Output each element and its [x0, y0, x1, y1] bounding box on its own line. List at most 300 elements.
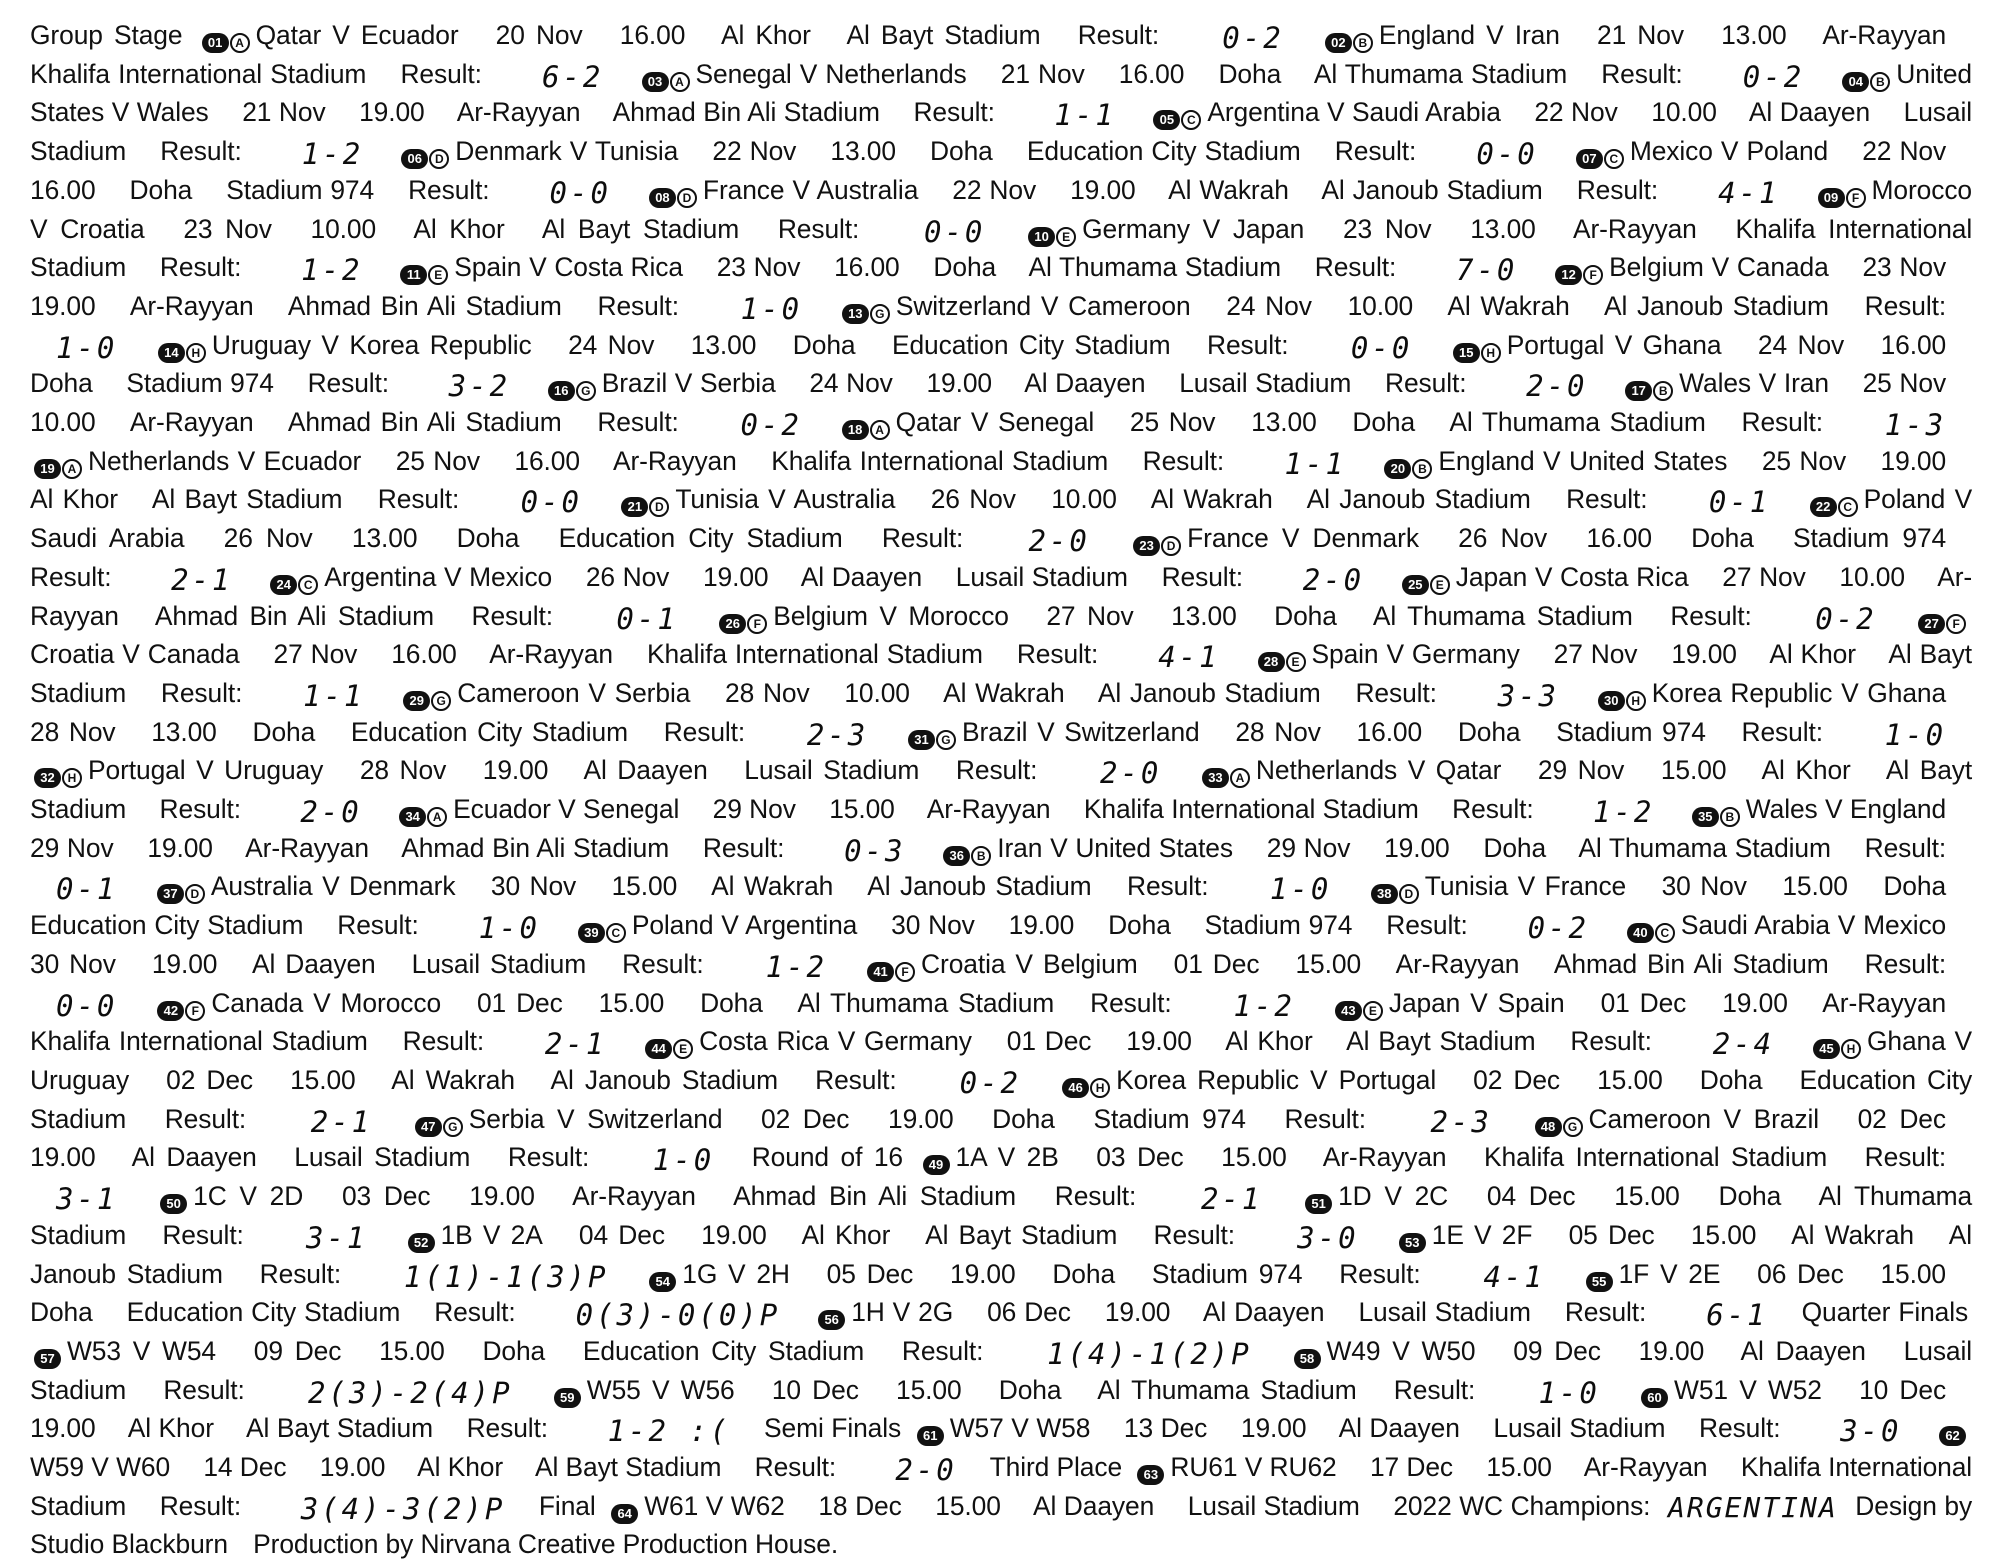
- match-date: 14 Dec: [203, 1452, 287, 1483]
- match-city: Doha: [792, 329, 856, 360]
- handwritten-score: 1-0: [740, 291, 803, 326]
- match-teams: England V United States: [1438, 445, 1728, 476]
- match-number: 45: [1813, 1039, 1840, 1059]
- match-city: Doha: [998, 1374, 1062, 1405]
- match-venue: Al Bayt Stadium: [151, 484, 343, 515]
- result-label: Result:: [1090, 987, 1172, 1018]
- section-title: Third Place: [989, 1452, 1123, 1483]
- match-date: 28 Nov: [1235, 716, 1321, 747]
- match-date: 22 Nov: [952, 174, 1037, 205]
- match-venue: Ahmad Bin Ali Stadium: [1553, 948, 1829, 979]
- match-city: Ar-Rayyan: [1822, 987, 1947, 1018]
- match-venue: Stadium 974: [1151, 1258, 1303, 1289]
- match-time: 19.00: [319, 1452, 386, 1483]
- match-teams: W51 V W52: [1674, 1374, 1822, 1405]
- handwritten-score: 2-1: [171, 562, 233, 597]
- match-time: 15.00: [1880, 1258, 1947, 1289]
- match-time: 13.00: [1470, 213, 1536, 244]
- handwritten-score: 0-0: [923, 214, 986, 249]
- match-venue: Khalifa International Stadium: [30, 58, 367, 89]
- handwritten-score: 1-2: [301, 137, 364, 172]
- match-time: 19.00: [1880, 445, 1947, 476]
- handwritten-score: 1-0: [56, 330, 118, 365]
- match-city: Doha: [456, 523, 520, 554]
- match-badge: [649, 188, 697, 208]
- match-number: 28: [1258, 652, 1285, 672]
- match-number: 19: [34, 459, 61, 479]
- match-teams: Denmark V Tunisia: [455, 136, 679, 167]
- match-city: Doha: [1457, 716, 1521, 747]
- handwritten-score: 1-0: [1269, 872, 1332, 907]
- match-venue: Al Thumama Stadium: [1313, 58, 1568, 89]
- match-badge: [1453, 343, 1501, 363]
- result-label: Result:: [1741, 716, 1823, 747]
- match-date: 20 Nov: [495, 20, 583, 50]
- match-city: Al Daayen: [583, 755, 708, 786]
- match-time: 13.00: [151, 716, 217, 747]
- match-venue: Education City Stadium: [30, 910, 304, 941]
- match-teams: 1C V 2D: [193, 1181, 304, 1212]
- match-number: 17: [1625, 381, 1652, 401]
- match-number: 20: [1384, 459, 1411, 479]
- match-badge: [1137, 1465, 1164, 1485]
- match-teams: Qatar V Ecuador: [255, 20, 459, 50]
- match-city: Doha: [992, 1103, 1055, 1134]
- match-time: 13.00: [690, 329, 757, 360]
- match-time: 19.00: [888, 1103, 954, 1134]
- match-badge: [1918, 614, 1966, 634]
- champions-label: 2022 WC Champions:: [1393, 1490, 1651, 1521]
- match-venue: Education City Stadium: [30, 1064, 1973, 1134]
- group-letter: A: [670, 72, 690, 92]
- match-city: Doha: [1699, 1064, 1763, 1095]
- match-badge: [160, 1194, 187, 1214]
- result-label: Result:: [597, 407, 679, 438]
- match-venue: Stadium 974: [126, 368, 274, 399]
- handwritten-score: 0-1: [1708, 485, 1771, 520]
- match-badge: [1555, 265, 1603, 285]
- result-label: Result:: [1077, 20, 1160, 50]
- match-venue: Lusail Stadium: [30, 97, 1972, 167]
- match-date: 22 Nov: [1862, 136, 1947, 167]
- result-label: Result:: [1452, 794, 1534, 825]
- handwritten-score: 0-0: [520, 485, 582, 520]
- match-venue: Khalifa International Stadium: [30, 213, 1973, 283]
- match-number: 24: [270, 575, 297, 595]
- match-time: 19.00: [482, 755, 549, 786]
- result-label: Result:: [1314, 252, 1397, 283]
- match-teams: W59 V W60: [30, 1452, 171, 1483]
- handwritten-score: 1-1: [1284, 446, 1346, 481]
- match-time: 19.00: [1008, 910, 1075, 941]
- match-city: Al Daayen: [800, 561, 923, 592]
- match-badge: [1028, 227, 1076, 247]
- group-letter: E: [1286, 652, 1306, 672]
- group-letter: B: [1720, 807, 1740, 827]
- handwritten-score: 1-1: [303, 678, 365, 713]
- match-city: Al Khor: [1761, 755, 1851, 786]
- result-label: Result:: [1153, 1219, 1235, 1250]
- match-time: 13.00: [351, 523, 418, 554]
- group-letter: D: [429, 149, 449, 169]
- match-venue: Al Janoub Stadium: [1321, 174, 1543, 205]
- handwritten-score: 0-2: [1222, 21, 1284, 55]
- match-venue: Lusail Stadium: [1179, 368, 1352, 399]
- match-number: 08: [649, 188, 676, 208]
- match-city: Al Daayen: [131, 1142, 257, 1173]
- match-city: Doha: [1352, 407, 1416, 438]
- match-number: 06: [401, 149, 428, 169]
- match-badge: [842, 420, 890, 440]
- group-letter: B: [1412, 459, 1432, 479]
- match-badge: [1842, 72, 1890, 92]
- match-venue: Stadium 974: [1204, 910, 1353, 941]
- match-date: 30 Nov: [1661, 871, 1747, 902]
- match-time: 15.00: [379, 1335, 445, 1366]
- match-number: 07: [1576, 149, 1603, 169]
- match-date: 02 Dec: [1857, 1103, 1946, 1134]
- match-time: 15.00: [1486, 1452, 1552, 1483]
- handwritten-score: 0-2: [959, 1065, 1022, 1100]
- match-time: 10.00: [1651, 97, 1717, 128]
- handwritten-score: 2-1: [544, 1027, 607, 1062]
- result-label: Result:: [160, 136, 242, 167]
- match-number: 43: [1335, 1001, 1362, 1021]
- handwritten-score: 0-2: [1742, 59, 1805, 94]
- match-badge: [908, 730, 956, 750]
- match-time: 15.00: [290, 1064, 356, 1095]
- group-letter: A: [427, 807, 447, 827]
- group-letter: F: [1846, 188, 1866, 208]
- match-teams: 1F V 2E: [1618, 1258, 1721, 1289]
- group-letter: G: [1563, 1117, 1583, 1137]
- result-label: Result:: [881, 523, 964, 554]
- match-city: Al Daayen: [251, 948, 376, 979]
- match-venue: Al Janoub Stadium: [1604, 290, 1829, 321]
- result-label: Result:: [471, 600, 553, 631]
- match-date: 09 Dec: [1513, 1335, 1601, 1366]
- match-date: 10 Dec: [1859, 1374, 1947, 1405]
- handwritten-score: 2-0: [895, 1453, 957, 1488]
- match-badge: [1294, 1349, 1321, 1369]
- match-venue: Al Bayt Stadium: [541, 213, 740, 244]
- group-letter: B: [1353, 33, 1373, 53]
- match-teams: W53 V W54: [67, 1335, 216, 1366]
- match-date: 29 Nov: [1537, 755, 1625, 786]
- match-venue: Lusail Stadium: [30, 1335, 1973, 1405]
- handwritten-score: 2-0: [300, 795, 362, 830]
- result-label: Result:: [408, 174, 490, 205]
- match-city: Ar-Rayyan: [129, 290, 254, 321]
- match-badge: [645, 1039, 693, 1059]
- match-badge: [270, 575, 318, 595]
- match-date: 04 Dec: [1486, 1181, 1576, 1212]
- result-label: Result:: [159, 1490, 242, 1521]
- group-letter: H: [1626, 691, 1646, 711]
- match-number: 33: [1202, 768, 1229, 788]
- handwritten-score: 0-2: [1527, 911, 1589, 946]
- group-letter: B: [971, 846, 991, 866]
- group-letter: B: [1653, 381, 1673, 401]
- match-date: 13 Dec: [1123, 1413, 1208, 1444]
- match-date: 01 Dec: [1173, 948, 1260, 979]
- match-venue: Ahmad Bin Ali Stadium: [733, 1181, 1017, 1212]
- match-number: 14: [158, 343, 185, 363]
- match-time: 19.00: [926, 368, 992, 399]
- match-date: 30 Nov: [490, 871, 577, 902]
- match-venue: Al Janoub Stadium: [867, 871, 1092, 902]
- result-label: Result:: [159, 794, 241, 825]
- match-badge: [1535, 1117, 1583, 1137]
- result-label: Result:: [815, 1064, 897, 1095]
- match-time: 19.00: [1722, 987, 1788, 1018]
- match-date: 21 Nov: [1597, 20, 1684, 50]
- match-date: 03 Dec: [341, 1181, 431, 1212]
- match-date: 24 Nov: [1226, 290, 1312, 321]
- match-number: 63: [1137, 1465, 1164, 1485]
- match-teams: Ghana V Uruguay: [30, 1026, 1973, 1095]
- match-badge: [1402, 575, 1450, 595]
- match-number: 18: [842, 420, 869, 440]
- match-number: 10: [1028, 227, 1055, 247]
- result-label: Result:: [1355, 677, 1437, 708]
- handwritten-score: 2-0: [1028, 524, 1090, 559]
- match-badge: [1641, 1388, 1668, 1408]
- match-venue: Ahmad Bin Ali Stadium: [287, 290, 562, 321]
- match-venue: Khalifa International Stadium: [646, 639, 983, 670]
- result-label: Result:: [597, 290, 679, 321]
- result-label: Result:: [1566, 484, 1648, 515]
- match-venue: Education City Stadium: [126, 1297, 401, 1328]
- match-number: 29: [403, 691, 430, 711]
- match-badge: [401, 149, 449, 169]
- match-date: 23 Nov: [1342, 213, 1432, 244]
- match-time: 16.00: [30, 174, 96, 205]
- handwritten-score: 3-1: [56, 1182, 118, 1217]
- match-teams: Argentina V Saudi Arabia: [1207, 97, 1501, 128]
- handwritten-score: 2-0: [1526, 369, 1588, 404]
- match-city: Doha: [930, 136, 993, 167]
- match-time: 15.00: [1221, 1142, 1287, 1173]
- match-time: 16.00: [619, 20, 686, 50]
- group-letter: A: [62, 459, 82, 479]
- handwritten-score: 3-1: [306, 1220, 368, 1255]
- match-time: 19.00: [30, 1413, 96, 1444]
- match-city: Ar-Rayyan: [1583, 1452, 1708, 1483]
- match-number: 01: [202, 33, 229, 53]
- handwritten-score: 2-0: [1302, 562, 1365, 597]
- match-venue: Ahmad Bin Ali Stadium: [154, 600, 434, 631]
- match-city: Doha: [1108, 910, 1171, 941]
- result-label: Result:: [164, 1103, 247, 1134]
- result-label: Result:: [1284, 1103, 1366, 1134]
- result-label: Result:: [30, 561, 112, 592]
- match-venue: Al Bayt Stadium: [246, 1413, 433, 1444]
- match-number: 50: [160, 1194, 187, 1214]
- handwritten-score: 2-3: [1430, 1104, 1492, 1139]
- match-badge: [943, 846, 991, 866]
- match-badge: [1384, 459, 1432, 479]
- match-date: 30 Nov: [30, 948, 116, 979]
- match-teams: Tunisia V Australia: [675, 484, 896, 515]
- match-date: 24 Nov: [568, 329, 655, 360]
- handwritten-score: 3-0: [1297, 1220, 1359, 1255]
- match-time: 16.00: [1356, 716, 1423, 747]
- match-teams: Morocco V Croatia: [30, 174, 1973, 244]
- match-teams: Netherlands V Ecuador: [88, 445, 362, 476]
- match-venue: Khalifa International Stadium: [1484, 1142, 1828, 1173]
- match-badge: [1576, 149, 1624, 169]
- match-date: 01 Dec: [1006, 1026, 1092, 1057]
- match-badge: [403, 691, 451, 711]
- match-badge: [818, 1310, 845, 1330]
- match-venue: Education City Stadium: [891, 329, 1171, 360]
- result-label: Result:: [466, 1413, 549, 1444]
- match-time: 16.00: [391, 639, 457, 670]
- match-number: 30: [1598, 691, 1625, 711]
- match-number: 48: [1535, 1117, 1562, 1137]
- match-venue: Al Janoub Stadium: [1097, 677, 1321, 708]
- group-letter: G: [443, 1117, 463, 1137]
- match-teams: Costa Rica V Germany: [699, 1026, 972, 1057]
- match-city: Doha: [1483, 832, 1547, 863]
- match-teams: Korea Republic V Portugal: [1116, 1064, 1437, 1095]
- match-teams: Japan V Spain: [1388, 987, 1565, 1018]
- match-schedule-poster: [30, 18, 1972, 1563]
- group-letter: B: [1870, 72, 1890, 92]
- match-date: 25 Nov: [1862, 368, 1947, 399]
- match-time: 15.00: [1614, 1181, 1680, 1212]
- match-date: 18 Dec: [818, 1490, 902, 1521]
- match-badge: [1258, 652, 1306, 672]
- match-city: Al Daayen: [1202, 1297, 1325, 1328]
- match-time: 15.00: [1295, 948, 1362, 979]
- result-label: Result:: [402, 1026, 485, 1057]
- match-number: 36: [943, 846, 970, 866]
- match-venue: Education City Stadium: [350, 716, 628, 747]
- match-venue: Stadium 974: [1093, 1103, 1246, 1134]
- handwritten-score: 1-3: [1884, 408, 1947, 443]
- match-badge: [867, 962, 915, 982]
- match-number: 39: [578, 923, 605, 943]
- match-teams: RU61 V RU62: [1170, 1452, 1337, 1483]
- match-number: 16: [548, 381, 575, 401]
- match-city: Al Khor: [1225, 1026, 1313, 1057]
- result-label: Result:: [1741, 407, 1823, 438]
- match-badge: [157, 884, 205, 904]
- section-title: Group Stage: [30, 20, 183, 50]
- match-number: 04: [1842, 72, 1869, 92]
- match-teams: Switzerland V Cameroon: [895, 290, 1191, 321]
- match-venue: Al Thumama Stadium: [1028, 252, 1281, 283]
- handwritten-score: 1-1: [1054, 98, 1116, 133]
- match-time: 10.00: [310, 213, 377, 244]
- match-city: Doha: [933, 252, 997, 283]
- result-label: Result:: [159, 252, 242, 283]
- handwritten-score: 1-2: [301, 253, 363, 288]
- handwritten-score: 0-1: [56, 872, 118, 907]
- match-city: Doha: [700, 987, 763, 1018]
- match-teams: Serbia V Switzerland: [468, 1103, 723, 1134]
- match-city: Ar-Rayyan: [1822, 20, 1947, 50]
- match-city: Al Wakrah: [943, 677, 1065, 708]
- match-badge: [1153, 110, 1201, 130]
- match-city: Al Wakrah: [1447, 290, 1570, 321]
- group-letter: E: [428, 265, 448, 285]
- match-teams: Portugal V Ghana: [1506, 329, 1722, 360]
- result-label: Result:: [663, 716, 746, 747]
- section-title: Final: [538, 1490, 596, 1521]
- result-label: Result:: [400, 58, 482, 89]
- handwritten-score: 0-0: [549, 175, 611, 210]
- match-time: 13.00: [830, 136, 896, 167]
- match-teams: Korea Republic V Ghana: [1651, 677, 1947, 708]
- match-teams: 1G V 2H: [682, 1258, 790, 1289]
- handwritten-score: 6-1: [1706, 1298, 1768, 1333]
- match-city: Doha: [1052, 1258, 1116, 1289]
- match-badge: [621, 497, 669, 517]
- group-letter: G: [936, 730, 956, 750]
- match-date: 27 Nov: [1046, 600, 1134, 631]
- match-time: 10.00: [844, 677, 910, 708]
- match-number: 05: [1153, 110, 1180, 130]
- group-letter: A: [230, 33, 250, 53]
- match-time: 19.00: [30, 290, 96, 321]
- match-date: 05 Dec: [826, 1258, 914, 1289]
- match-city: Doha: [129, 174, 193, 205]
- match-date: 29 Nov: [712, 794, 796, 825]
- match-number: 47: [415, 1117, 442, 1137]
- result-label: Result:: [702, 832, 785, 863]
- match-time: 19.00: [469, 1181, 535, 1212]
- match-city: Doha: [30, 1297, 93, 1328]
- result-label: Result:: [1142, 445, 1225, 476]
- match-city: Ar-Rayyan: [489, 639, 613, 670]
- match-venue: Lusail Stadium: [955, 561, 1128, 592]
- match-time: 19.00: [1638, 1335, 1705, 1366]
- match-teams: Spain V Costa Rica: [454, 252, 683, 283]
- handwritten-score: 4-1: [1483, 1259, 1545, 1294]
- match-number: 15: [1453, 343, 1480, 363]
- group-letter: A: [1230, 768, 1250, 788]
- match-date: 23 Nov: [183, 213, 272, 244]
- match-teams: France V Australia: [702, 174, 919, 205]
- handwritten-score: 0-1: [616, 601, 678, 636]
- match-number: 59: [554, 1388, 581, 1408]
- match-teams: 1D V 2C: [1338, 1181, 1449, 1212]
- match-badge: [554, 1388, 581, 1408]
- match-date: 06 Dec: [987, 1297, 1071, 1328]
- match-number: 31: [908, 730, 935, 750]
- match-time: 15.00: [829, 794, 895, 825]
- group-letter: D: [185, 884, 205, 904]
- match-number: 27: [1918, 614, 1945, 634]
- result-label: Result:: [754, 1452, 837, 1483]
- match-badge: [923, 1155, 950, 1175]
- match-date: 27 Nov: [1722, 561, 1806, 592]
- match-number: 49: [923, 1155, 950, 1175]
- match-city: Ar-Rayyan: [30, 561, 1973, 631]
- handwritten-score: 3(4)-3(2)P: [300, 1491, 506, 1526]
- match-city: Doha: [1274, 600, 1337, 631]
- match-teams: Portugal V Uruguay: [88, 755, 324, 786]
- match-time: 13.00: [1251, 407, 1317, 438]
- match-number: 64: [611, 1504, 638, 1524]
- result-label: Result:: [1386, 910, 1468, 941]
- match-venue: Lusail Stadium: [411, 948, 587, 979]
- match-teams: Belgium V Canada: [1609, 252, 1829, 283]
- result-label: Result:: [1570, 1026, 1652, 1057]
